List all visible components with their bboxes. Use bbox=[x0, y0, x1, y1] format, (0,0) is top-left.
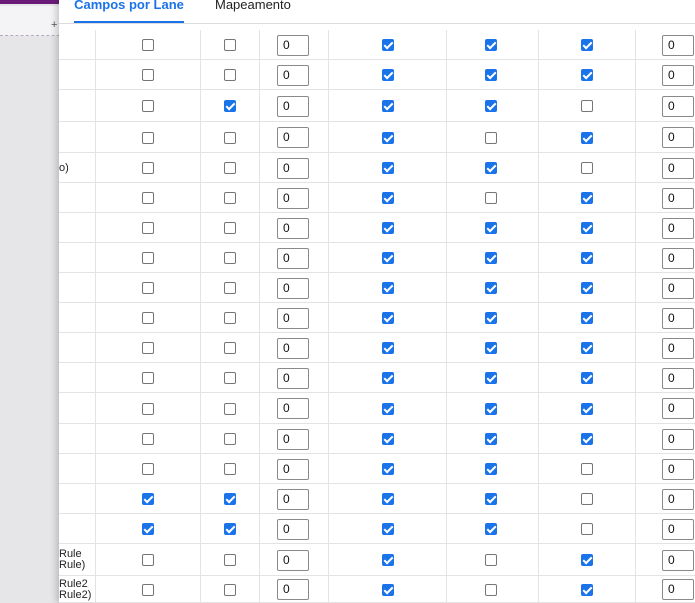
row-checkbox-5[interactable] bbox=[581, 403, 593, 415]
row-checkbox-1[interactable] bbox=[142, 433, 154, 445]
row-checkbox-3[interactable] bbox=[382, 372, 394, 384]
row-checkbox-2[interactable] bbox=[224, 252, 236, 264]
row-checkbox-1[interactable] bbox=[142, 282, 154, 294]
row-number-input[interactable]: 0 bbox=[277, 96, 309, 117]
row-number-input-2[interactable]: 0 bbox=[662, 96, 694, 117]
row-checkbox-2[interactable] bbox=[224, 372, 236, 384]
row-checkbox-5[interactable] bbox=[581, 39, 593, 51]
column-divider bbox=[259, 30, 260, 603]
column-divider bbox=[635, 30, 636, 603]
tab-campos-por-lane[interactable]: Campos por Lane bbox=[74, 0, 184, 23]
row-checkbox-4[interactable] bbox=[485, 403, 497, 415]
table-row bbox=[59, 514, 695, 544]
row-checkbox-1[interactable] bbox=[142, 523, 154, 535]
row-checkbox-3[interactable] bbox=[382, 132, 394, 144]
table-row bbox=[59, 60, 695, 90]
row-number-input[interactable]: 0 bbox=[277, 308, 309, 329]
row-checkbox-4[interactable] bbox=[485, 493, 497, 505]
tab-mapeamento[interactable]: Mapeamento bbox=[215, 0, 291, 12]
row-checkbox-3[interactable] bbox=[382, 100, 394, 112]
row-number-input[interactable]: 0 bbox=[277, 158, 309, 179]
row-number-input-2[interactable]: 0 bbox=[662, 398, 694, 419]
row-number-input-2[interactable]: 0 bbox=[662, 459, 694, 480]
row-checkbox-5[interactable] bbox=[581, 282, 593, 294]
row-number-input[interactable]: 0 bbox=[277, 218, 309, 239]
row-checkbox-1[interactable] bbox=[142, 222, 154, 234]
table-row bbox=[59, 153, 695, 183]
row-checkbox-3[interactable] bbox=[382, 282, 394, 294]
row-number-input[interactable]: 0 bbox=[277, 35, 309, 56]
lane-fields-dialog bbox=[59, 0, 695, 603]
row-checkbox-5[interactable] bbox=[581, 100, 593, 112]
row-number-input[interactable]: 0 bbox=[277, 127, 309, 148]
row-checkbox-3[interactable] bbox=[382, 403, 394, 415]
row-checkbox-1[interactable] bbox=[142, 342, 154, 354]
row-checkbox-5[interactable] bbox=[581, 132, 593, 144]
row-label: o) bbox=[59, 163, 69, 174]
row-checkbox-4[interactable] bbox=[485, 342, 497, 354]
row-number-input-2[interactable]: 0 bbox=[662, 519, 694, 540]
row-checkbox-2[interactable] bbox=[224, 222, 236, 234]
row-checkbox-1[interactable] bbox=[142, 252, 154, 264]
row-number-input[interactable]: 0 bbox=[277, 459, 309, 480]
table-row bbox=[59, 90, 695, 122]
row-number-input-2[interactable]: 0 bbox=[662, 550, 694, 571]
row-checkbox-2[interactable] bbox=[224, 162, 236, 174]
row-number-input-2[interactable]: 0 bbox=[662, 248, 694, 269]
row-checkbox-5[interactable] bbox=[581, 162, 593, 174]
row-number-input-2[interactable]: 0 bbox=[662, 579, 694, 600]
row-checkbox-1[interactable] bbox=[142, 372, 154, 384]
column-divider bbox=[95, 30, 96, 603]
table-row bbox=[59, 454, 695, 484]
tab-bar bbox=[59, 0, 695, 24]
table-row bbox=[59, 243, 695, 273]
row-checkbox-2[interactable] bbox=[224, 39, 236, 51]
row-checkbox-5[interactable] bbox=[581, 463, 593, 475]
row-checkbox-4[interactable] bbox=[485, 100, 497, 112]
table-row bbox=[59, 273, 695, 303]
add-icon[interactable]: + bbox=[51, 19, 58, 31]
row-number-input-2[interactable]: 0 bbox=[662, 218, 694, 239]
row-checkbox-1[interactable] bbox=[142, 312, 154, 324]
row-checkbox-4[interactable] bbox=[485, 372, 497, 384]
row-checkbox-5[interactable] bbox=[581, 69, 593, 81]
row-checkbox-2[interactable] bbox=[224, 132, 236, 144]
row-number-input[interactable]: 0 bbox=[277, 188, 309, 209]
row-checkbox-2[interactable] bbox=[224, 584, 236, 596]
table-row bbox=[59, 424, 695, 454]
row-checkbox-3[interactable] bbox=[382, 433, 394, 445]
table-row bbox=[59, 544, 695, 576]
row-checkbox-3[interactable] bbox=[382, 162, 394, 174]
row-checkbox-1[interactable] bbox=[142, 463, 154, 475]
row-number-input[interactable]: 0 bbox=[277, 248, 309, 269]
table-row bbox=[59, 576, 695, 603]
row-checkbox-1[interactable] bbox=[142, 100, 154, 112]
row-number-input[interactable]: 0 bbox=[277, 429, 309, 450]
row-checkbox-3[interactable] bbox=[382, 312, 394, 324]
row-checkbox-2[interactable] bbox=[224, 554, 236, 566]
row-number-input[interactable]: 0 bbox=[277, 519, 309, 540]
row-checkbox-1[interactable] bbox=[142, 39, 154, 51]
row-number-input-2[interactable]: 0 bbox=[662, 65, 694, 86]
row-checkbox-3[interactable] bbox=[382, 554, 394, 566]
row-checkbox-1[interactable] bbox=[142, 403, 154, 415]
row-label: Rule2 Rule2) bbox=[59, 579, 92, 601]
row-checkbox-5[interactable] bbox=[581, 312, 593, 324]
row-number-input[interactable]: 0 bbox=[277, 550, 309, 571]
row-checkbox-4[interactable] bbox=[485, 162, 497, 174]
row-checkbox-5[interactable] bbox=[581, 433, 593, 445]
row-checkbox-1[interactable] bbox=[142, 493, 154, 505]
row-checkbox-2[interactable] bbox=[224, 100, 236, 112]
row-checkbox-1[interactable] bbox=[142, 554, 154, 566]
row-checkbox-5[interactable] bbox=[581, 584, 593, 596]
table-row bbox=[59, 363, 695, 393]
row-checkbox-5[interactable] bbox=[581, 372, 593, 384]
row-checkbox-2[interactable] bbox=[224, 463, 236, 475]
row-checkbox-4[interactable] bbox=[485, 463, 497, 475]
row-number-input-2[interactable]: 0 bbox=[662, 308, 694, 329]
row-checkbox-5[interactable] bbox=[581, 493, 593, 505]
row-checkbox-3[interactable] bbox=[382, 192, 394, 204]
table-row bbox=[59, 183, 695, 213]
row-checkbox-1[interactable] bbox=[142, 69, 154, 81]
row-checkbox-2[interactable] bbox=[224, 312, 236, 324]
table-row bbox=[59, 484, 695, 514]
row-checkbox-4[interactable] bbox=[485, 39, 497, 51]
row-checkbox-2[interactable] bbox=[224, 523, 236, 535]
row-number-input[interactable]: 0 bbox=[277, 368, 309, 389]
row-checkbox-3[interactable] bbox=[382, 342, 394, 354]
row-checkbox-4[interactable] bbox=[485, 192, 497, 204]
row-number-input-2[interactable]: 0 bbox=[662, 158, 694, 179]
column-divider bbox=[446, 30, 447, 603]
row-checkbox-1[interactable] bbox=[142, 162, 154, 174]
row-checkbox-1[interactable] bbox=[142, 192, 154, 204]
table-row bbox=[59, 393, 695, 424]
row-number-input[interactable]: 0 bbox=[277, 489, 309, 510]
row-checkbox-1[interactable] bbox=[142, 584, 154, 596]
row-checkbox-4[interactable] bbox=[485, 554, 497, 566]
column-divider bbox=[538, 30, 539, 603]
row-checkbox-3[interactable] bbox=[382, 222, 394, 234]
row-checkbox-4[interactable] bbox=[485, 252, 497, 264]
row-checkbox-2[interactable] bbox=[224, 493, 236, 505]
row-checkbox-2[interactable] bbox=[224, 282, 236, 294]
row-label: Rule Rule) bbox=[59, 549, 86, 571]
row-checkbox-5[interactable] bbox=[581, 342, 593, 354]
row-number-input[interactable]: 0 bbox=[277, 579, 309, 600]
row-number-input-2[interactable]: 0 bbox=[662, 278, 694, 299]
row-checkbox-2[interactable] bbox=[224, 192, 236, 204]
column-divider bbox=[328, 30, 329, 603]
row-checkbox-4[interactable] bbox=[485, 584, 497, 596]
row-number-input-2[interactable]: 0 bbox=[662, 35, 694, 56]
row-number-input[interactable]: 0 bbox=[277, 65, 309, 86]
row-number-input[interactable]: 0 bbox=[277, 338, 309, 359]
row-checkbox-4[interactable] bbox=[485, 69, 497, 81]
row-checkbox-5[interactable] bbox=[581, 523, 593, 535]
row-checkbox-5[interactable] bbox=[581, 252, 593, 264]
row-checkbox-3[interactable] bbox=[382, 252, 394, 264]
column-divider bbox=[200, 30, 201, 603]
row-number-input[interactable]: 0 bbox=[277, 398, 309, 419]
row-checkbox-2[interactable] bbox=[224, 403, 236, 415]
row-number-input-2[interactable]: 0 bbox=[662, 127, 694, 148]
row-checkbox-1[interactable] bbox=[142, 132, 154, 144]
table-row bbox=[59, 30, 695, 60]
row-checkbox-3[interactable] bbox=[382, 39, 394, 51]
table-row bbox=[59, 213, 695, 243]
row-checkbox-5[interactable] bbox=[581, 222, 593, 234]
row-checkbox-4[interactable] bbox=[485, 433, 497, 445]
row-number-input-2[interactable]: 0 bbox=[662, 429, 694, 450]
table-row bbox=[59, 333, 695, 363]
row-checkbox-2[interactable] bbox=[224, 69, 236, 81]
row-checkbox-3[interactable] bbox=[382, 69, 394, 81]
row-checkbox-3[interactable] bbox=[382, 493, 394, 505]
row-checkbox-5[interactable] bbox=[581, 192, 593, 204]
row-checkbox-4[interactable] bbox=[485, 132, 497, 144]
row-checkbox-3[interactable] bbox=[382, 463, 394, 475]
row-checkbox-3[interactable] bbox=[382, 523, 394, 535]
row-checkbox-4[interactable] bbox=[485, 222, 497, 234]
row-checkbox-5[interactable] bbox=[581, 554, 593, 566]
row-checkbox-3[interactable] bbox=[382, 584, 394, 596]
row-number-input-2[interactable]: 0 bbox=[662, 188, 694, 209]
row-checkbox-2[interactable] bbox=[224, 342, 236, 354]
row-number-input-2[interactable]: 0 bbox=[662, 368, 694, 389]
row-number-input-2[interactable]: 0 bbox=[662, 338, 694, 359]
row-checkbox-4[interactable] bbox=[485, 523, 497, 535]
table-row bbox=[59, 303, 695, 333]
row-checkbox-4[interactable] bbox=[485, 312, 497, 324]
row-checkbox-4[interactable] bbox=[485, 282, 497, 294]
row-checkbox-2[interactable] bbox=[224, 433, 236, 445]
row-number-input[interactable]: 0 bbox=[277, 278, 309, 299]
table-row bbox=[59, 122, 695, 153]
row-number-input-2[interactable]: 0 bbox=[662, 489, 694, 510]
